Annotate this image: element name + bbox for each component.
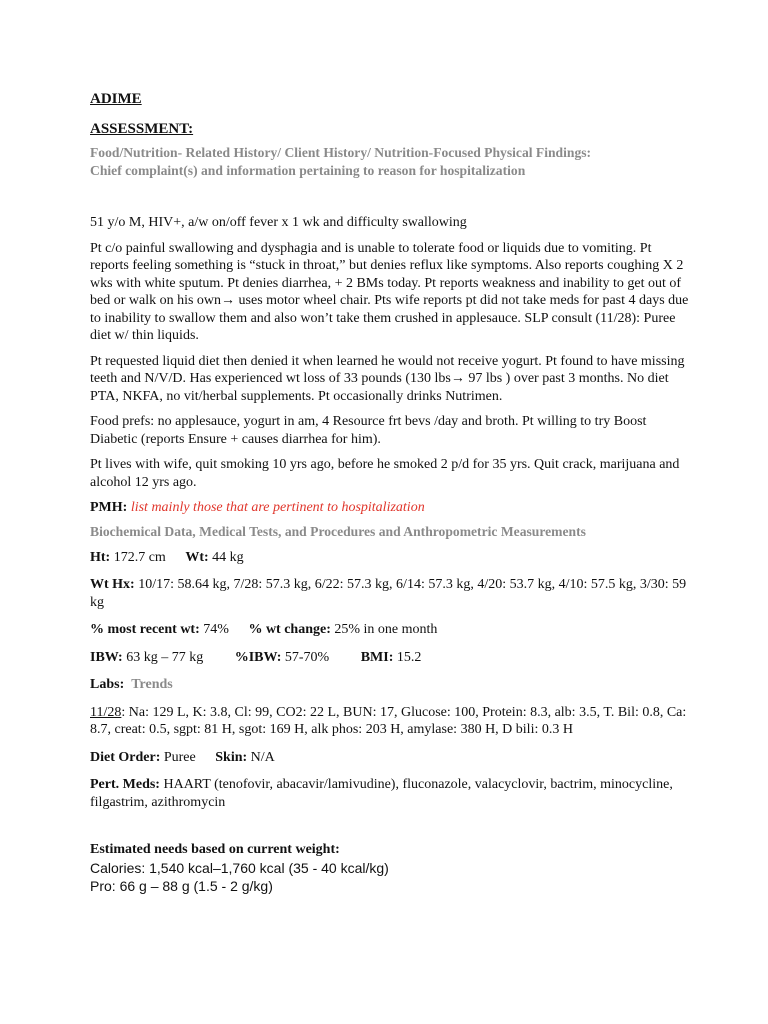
pertinent-meds-value: HAART (tenofovir, abacavir/lamivudine), fluconazole, valacyclovir, bactrim, minocycline, filgastrim, azithromycin bbox=[90, 777, 673, 810]
diet-skin-line bbox=[90, 749, 690, 767]
height-weight-line bbox=[90, 549, 690, 567]
ibw-value: 63 kg – 77 kg bbox=[126, 649, 204, 665]
estimated-calories: Calories: 1,540 kcal–1,760 kcal (35 - 40 kcal/kg) bbox=[90, 859, 389, 876]
bmi-value: 15.2 bbox=[396, 649, 422, 665]
height-label: Ht: bbox=[90, 549, 111, 565]
labs-heading-line bbox=[90, 676, 690, 694]
history-section-heading bbox=[90, 144, 690, 180]
labs-values-text: : Na: 129 L, K: 3.8, Cl: 99, CO2: 22 L, BUN: 17, Glucose: 100, Protein: 8.3, alb: 3.5, T. Bil: 0.8, Ca: 8.7, creat: 0.5, sgpt: 81 H, sgot: 169 H, alk phos: 203 H, amylase: 380 H, D bili: 0.3 H bbox=[90, 704, 687, 737]
weight-history-value: 10/17: 58.64 kg, 7/28: 57.3 kg, 6/22: 57.3 kg, 6/14: 57.3 kg, 4/20: 53.7 kg, 4/10: 57.5 kg, 3/30: 59 kg bbox=[90, 577, 687, 610]
skin-value: N/A bbox=[250, 749, 275, 765]
estimated-protein: Pro: 66 g – 88 g (1.5 - 2 g/kg) bbox=[90, 877, 273, 894]
weight-percent-line bbox=[90, 621, 690, 639]
ibw-line bbox=[90, 649, 690, 667]
history-heading-line-2: Chief complaint(s) and information pertaining to reason for hospitalization bbox=[90, 163, 526, 178]
chief-complaint: 51 y/o M, HIV+, a/w on/off fever x 1 wk and difficulty swallowing bbox=[90, 215, 467, 230]
document-title: ADIME bbox=[90, 91, 142, 107]
history-paragraph-food-prefs: Food prefs: no applesauce, yogurt in am, 4 Resource frt bevs /day and broth. Pt willing to try Boost Diabetic (reports Ensure + causes diarrhea for him). bbox=[90, 414, 647, 447]
percent-ibw-value: 57-70% bbox=[284, 649, 330, 665]
history-paragraph-diet: Pt requested liquid diet then denied it when learned he would not receive yogurt. Pt found to have missing teeth and N/V/D. Has experienced wt loss of 33 pounds (130 lbs→ 97 lbs ) over past 3 months. No diet PTA, NKFA, no vit/herbal supplements. Pt occasionally drinks Nutrimen. bbox=[90, 353, 685, 404]
diet-order-value: Puree bbox=[163, 749, 196, 765]
percent-ibw-label: %IBW: bbox=[234, 649, 282, 665]
skin-label: Skin: bbox=[215, 749, 248, 765]
pertinent-meds-line bbox=[90, 776, 690, 811]
diet-order-label: Diet Order: bbox=[90, 749, 161, 765]
pmh-note: list mainly those that are pertinent to hospitalization bbox=[130, 500, 425, 515]
labs-label: Labs: bbox=[90, 677, 125, 692]
ibw-label: IBW: bbox=[90, 649, 123, 665]
height-value: 172.7 cm bbox=[113, 549, 166, 565]
bmi-label: BMI: bbox=[360, 649, 394, 665]
weight-history-label: Wt Hx: bbox=[90, 577, 135, 592]
weight-change-label: % wt change: bbox=[248, 622, 331, 637]
weight-history-line bbox=[90, 576, 690, 611]
recent-weight-value: 74% bbox=[203, 622, 229, 637]
labs-values bbox=[90, 704, 690, 739]
weight-value: 44 kg bbox=[212, 549, 244, 565]
pertinent-meds-label: Pert. Meds: bbox=[90, 777, 160, 792]
weight-label: Wt: bbox=[185, 549, 209, 565]
recent-weight-label: % most recent wt: bbox=[90, 622, 200, 637]
pmh-line bbox=[90, 499, 690, 517]
labs-trends: Trends bbox=[131, 677, 173, 692]
pmh-label: PMH: bbox=[90, 500, 128, 515]
assessment-heading: ASSESSMENT: bbox=[90, 121, 194, 137]
history-heading-line-1: Food/Nutrition- Related History/ Client History/ Nutrition-Focused Physical Findings: bbox=[90, 145, 592, 160]
labs-date: 11/28 bbox=[90, 704, 122, 720]
weight-change-value: 25% in one month bbox=[334, 622, 438, 637]
biochemical-section-heading: Biochemical Data, Medical Tests, and Procedures and Anthropometric Measurements bbox=[90, 523, 586, 539]
document-page bbox=[90, 90, 690, 895]
history-paragraph-social: Pt lives with wife, quit smoking 10 yrs ago, before he smoked 2 p/d for 35 yrs. Quit crack, marijuana and alcohol 12 yrs ago. bbox=[90, 457, 680, 490]
history-paragraph-symptoms: Pt c/o painful swallowing and dysphagia and is unable to tolerate food or liquids due to vomiting. Pt reports feeling something is “stuck in throat,” but denies reflux like symptoms. Also reports coughing X 2 wks with white sputum. Pt denies diarrhea, + 2 BMs today. Pt reports weakness and inability to get out of bed or walk on his own→ uses motor wheel chair. Pts wife reports pt did not take meds for past 4 days due to inability to swallow them and also won’t take them crushed in applesauce. SLP consult (11/28): Puree diet w/ thin liquids. bbox=[90, 240, 689, 343]
estimated-needs-heading: Estimated needs based on current weight: bbox=[90, 842, 340, 857]
